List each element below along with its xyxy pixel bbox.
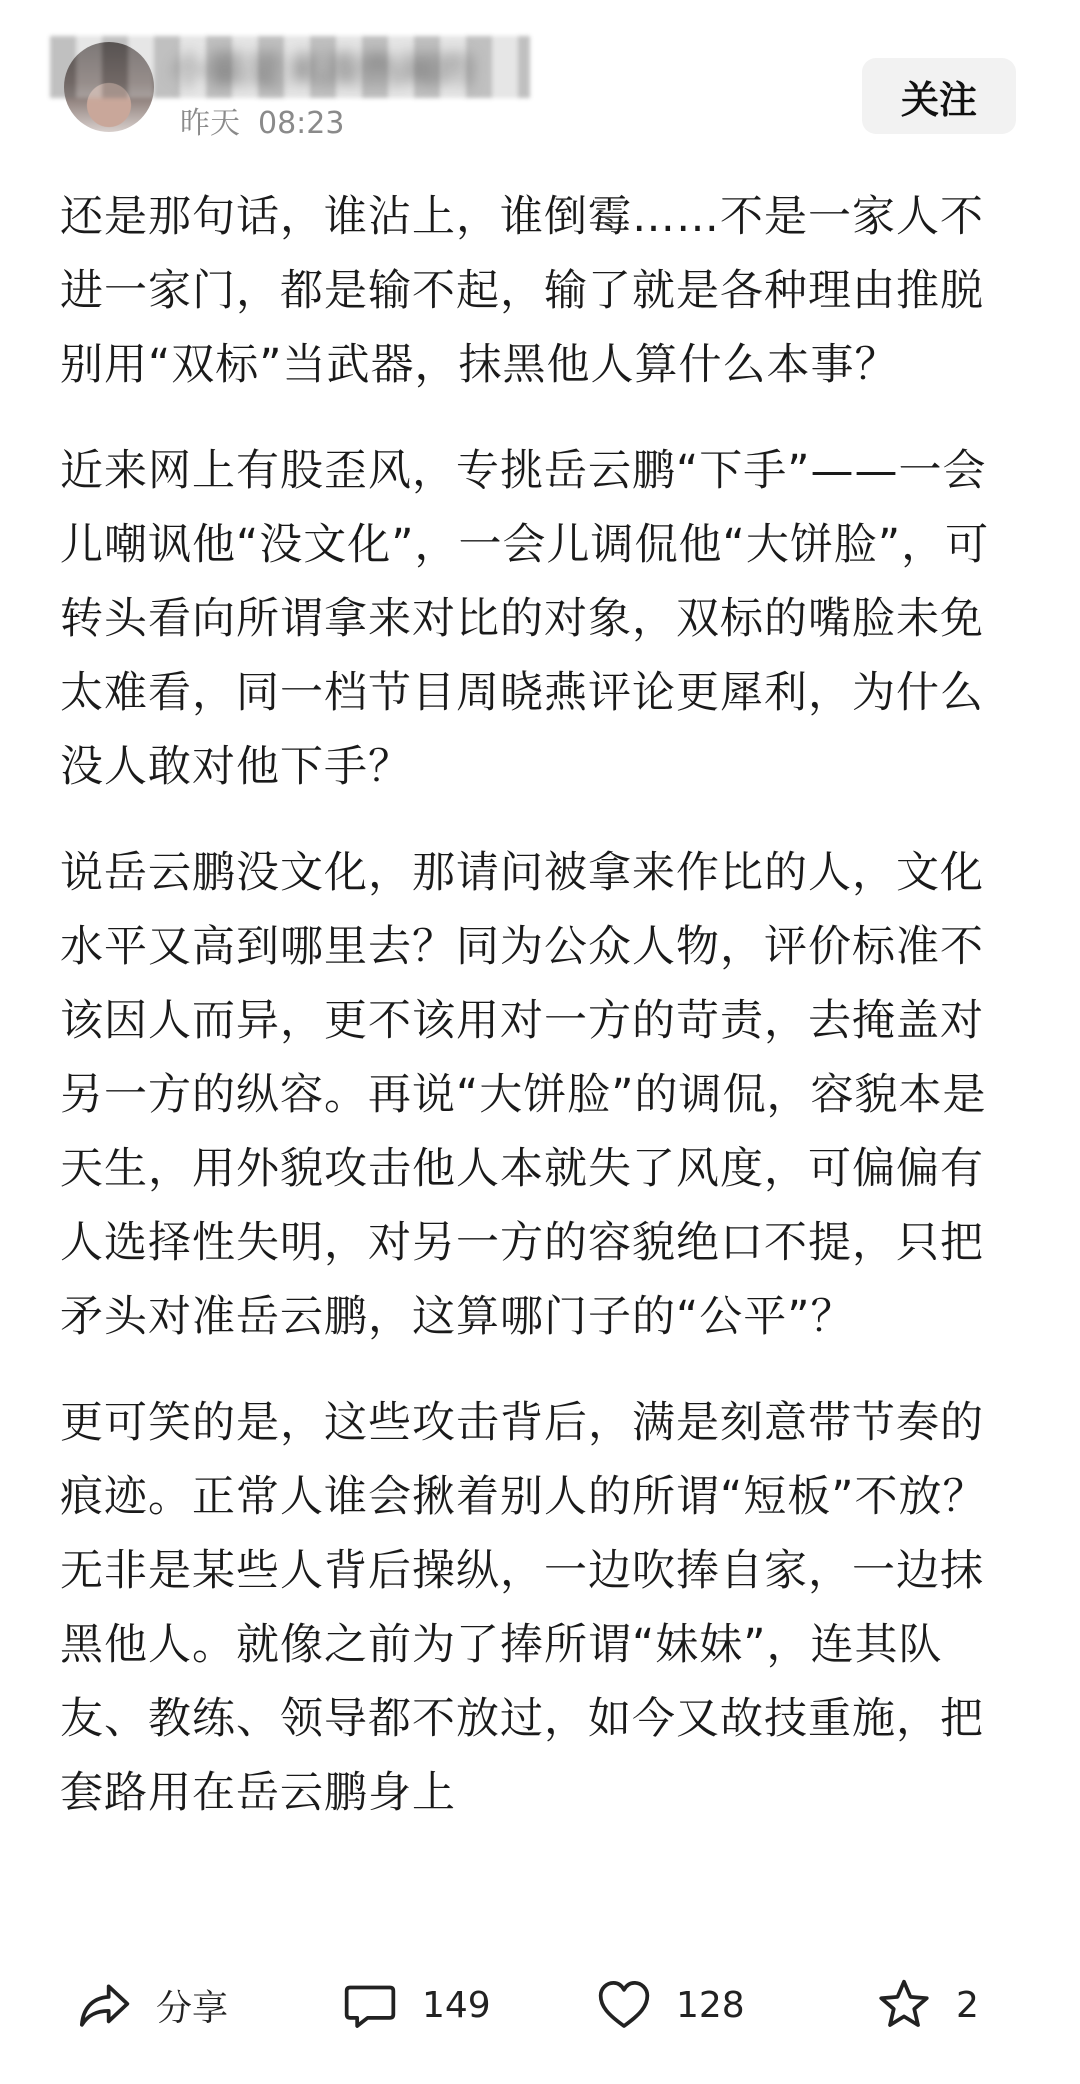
username[interactable]: 小猫是来凑热闹的	[170, 48, 475, 92]
like-count: 128	[676, 1984, 745, 2026]
paragraph: 近来网上有股歪风，专挑岳云鹏“下手”——一会儿嘲讽他“没文化”，一会儿调侃他“大饼脸”，可转头看向所谓拿来对比的对象，双标的嘴脸未免太难看，同一档节目周晓燕评论更犀利，为什么没人敢对他下手？	[60, 446, 990, 792]
favorite-count: 2	[956, 1984, 979, 2026]
comment-count: 149	[422, 1984, 491, 2026]
heart-icon	[596, 1977, 652, 2033]
paragraph: 更可笑的是，这些攻击背后，满是刻意带节奏的痕迹。正常人谁会揪着别人的所谓“短板”不放？无非是某些人背后操纵，一边吹捧自家，一边抹黑他人。就像之前为了捧所谓“妹妹”，连其队友、教练、领导都不放过，如今又故技重施，把套路用在岳云鹏身上	[60, 1398, 987, 1818]
post-time: 08:23	[258, 106, 345, 141]
share-label: 分享	[156, 1987, 229, 2029]
comment-button[interactable]	[342, 1970, 491, 2040]
article-body	[60, 180, 1024, 1930]
post-header	[0, 0, 1080, 160]
action-bar	[0, 1930, 1080, 2084]
favorite-button[interactable]	[876, 1970, 979, 2040]
comment-bubble-icon	[342, 1977, 398, 2033]
post-date: 昨天	[180, 106, 240, 141]
share-button[interactable]	[76, 1970, 228, 2040]
star-icon	[876, 1977, 932, 2033]
like-button[interactable]	[596, 1970, 745, 2040]
post-timestamp	[180, 104, 344, 144]
follow-button[interactable]: 关注	[862, 58, 1016, 134]
paragraph: 还是那句话，谁沾上，谁倒霉……不是一家人不进一家门，都是输不起，输了就是各种理由推脱别用“双标”当武器，抹黑他人算什么本事？	[60, 192, 984, 390]
share-arrow-icon	[76, 1977, 132, 2033]
paragraph: 说岳云鹏没文化，那请问被拿来作比的人，文化水平又高到哪里去？同为公众人物，评价标准不该因人而异，更不该用对一方的苛责，去掩盖对另一方的纵容。再说“大饼脸”的调侃，容貌本是天生，用外貌攻击他人本就失了风度，可偏偏有人选择性失明，对另一方的容貌绝口不提，只把矛头对准岳云鹏，这算哪门子的“公平”？	[60, 848, 987, 1342]
